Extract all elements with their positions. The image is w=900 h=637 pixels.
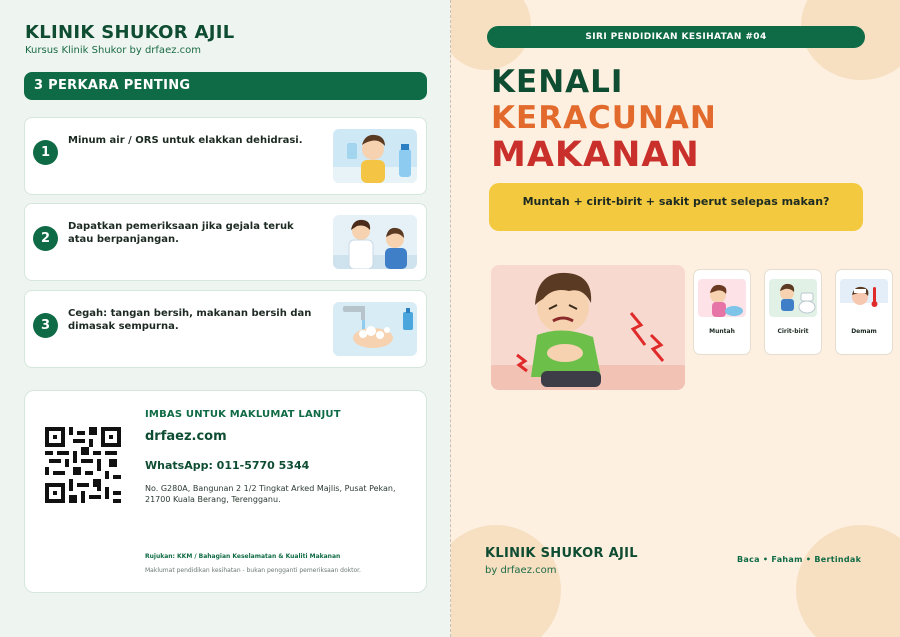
footer-brand-title: KLINIK SHUKOR AJIL [485, 546, 638, 561]
tip-text: Minum air / ORS untuk elakkan dehidrasi. [68, 135, 303, 146]
tip-card-2 [24, 203, 427, 281]
headline-line-1: KENALI [491, 64, 624, 100]
right-panel [450, 0, 900, 637]
hand-washing-icon [333, 302, 417, 356]
decor-blob [450, 525, 561, 637]
section-title: 3 PERKARA PENTING [24, 72, 427, 100]
symptom-card-vomiting [693, 269, 751, 355]
tip-number-badge: 3 [33, 313, 58, 338]
symptom-summary-box: Muntah + cirit-birit + sakit perut selepas makan? [489, 183, 863, 231]
clinic-address: No. G280A, Bangunan 2 1/2 Tingkat Arked Majlis, Pusat Pekan, 21700 Kuala Berang, Terengganu. [145, 484, 396, 504]
tip-card-3 [24, 290, 427, 368]
disclaimer-note: Maklumat pendidikan kesihatan - bukan pengganti pemeriksaan doktor. [145, 567, 361, 574]
qr-code-icon[interactable] [45, 427, 121, 503]
diarrhea-toilet-icon [769, 279, 817, 317]
symptom-card-diarrhea [764, 269, 822, 355]
child-drinking-water-icon [333, 129, 417, 183]
symptom-label: Demam [851, 328, 877, 335]
brand-title: KLINIK SHUKOR AJIL [25, 22, 235, 43]
headline-line-3: MAKANAN [491, 135, 700, 175]
tip-number-badge: 1 [33, 140, 58, 165]
footer-tagline: Baca • Faham • Bertindak [737, 555, 862, 564]
tip-number-badge: 2 [33, 226, 58, 251]
symptom-label: Cirit-birit [777, 328, 809, 335]
website-link[interactable]: drfaez.com [145, 429, 227, 444]
footer-brand-subtitle: by drfaez.com [485, 565, 557, 576]
vomiting-child-icon [698, 279, 746, 317]
whatsapp-number[interactable]: WhatsApp: 011-5770 5344 [145, 459, 310, 472]
contact-card [24, 390, 427, 593]
symptom-card-fever [835, 269, 893, 355]
tip-card-1 [24, 117, 427, 195]
headline-line-2: KERACUNAN [491, 100, 717, 136]
boy-stomach-pain-icon [491, 265, 685, 390]
qr-heading: IMBAS UNTUK MAKLUMAT LANJUT [145, 409, 341, 420]
brand-subtitle: Kursus Klinik Shukor by drfaez.com [25, 45, 202, 56]
reference-note: Rujukan: KKM / Bahagian Keselamatan & Kualiti Makanan [145, 553, 341, 560]
tip-text: Cegah: tangan bersih, makanan bersih dan dimasak sempurna. [68, 308, 312, 332]
series-pill: SIRI PENDIDIKAN KESIHATAN #04 [487, 26, 865, 48]
fever-child-icon [840, 279, 888, 317]
symptom-label: Muntah [709, 328, 735, 335]
decor-blob [796, 525, 900, 637]
tip-text: Dapatkan pemeriksaan jika gejala teruk atau berpanjangan. [68, 221, 294, 245]
doctor-examining-child-icon [333, 215, 417, 269]
